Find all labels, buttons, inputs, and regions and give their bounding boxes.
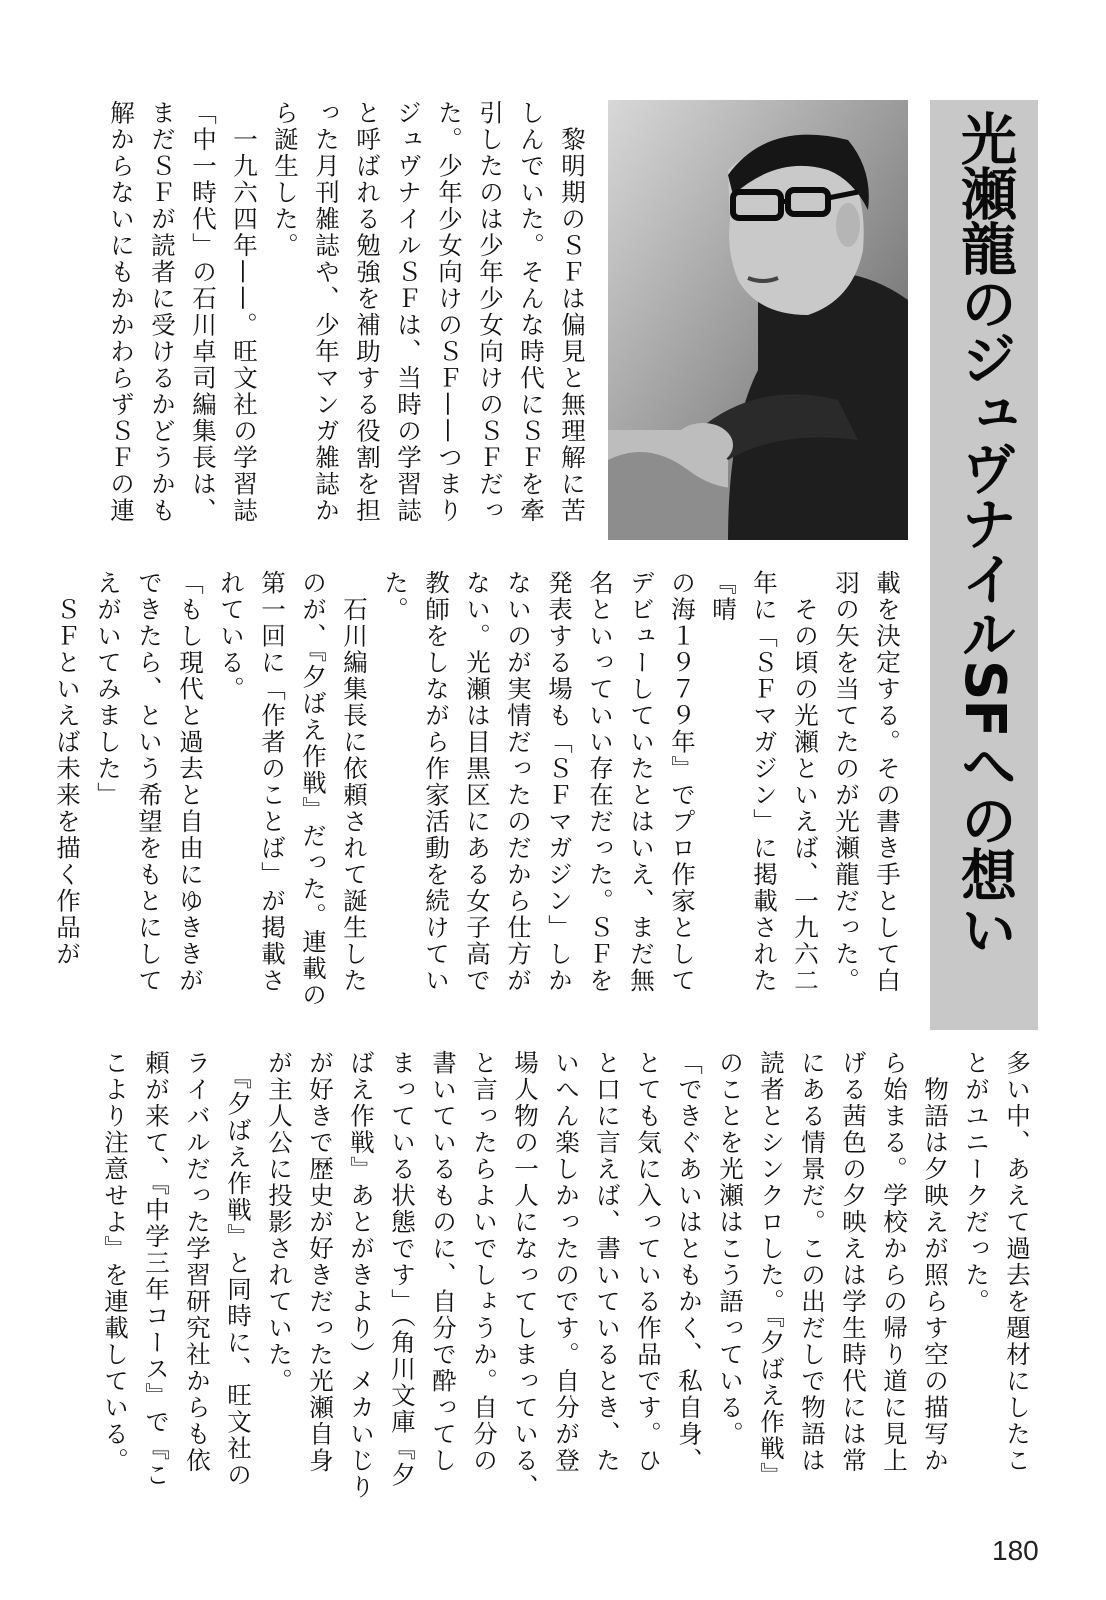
text-column: が好きで歴史が好きだった光瀬自身 xyxy=(306,1050,335,1474)
text-column: いへん楽しかったのです。自分が登 xyxy=(552,1050,581,1474)
text-column: った月刊雑誌や、少年マンガ雑誌か xyxy=(312,100,341,524)
text-column: 読者とシンクロした。『夕ばえ作戦』 xyxy=(757,1050,786,1489)
text-column: た。 xyxy=(381,570,410,623)
text-column: れている。 xyxy=(217,570,246,703)
text-column: ら誕生した。 xyxy=(271,100,300,259)
body-text-columns-bottom xyxy=(95,1050,1038,1510)
text-column: 解からないにもかかわらずＳＦの連 xyxy=(107,100,136,524)
text-column: 発表する場も「ＳＦマガジン」しか xyxy=(545,570,574,994)
author-portrait-photo xyxy=(608,100,908,540)
text-block-middle xyxy=(53,570,908,1030)
text-column: ＳＦといえば未来を描く作品が xyxy=(53,570,82,968)
text-block-bottom xyxy=(100,1050,1038,1510)
text-column: 物語は夕映えが照らす空の描写か xyxy=(921,1050,950,1474)
text-column: ら始まる。学校からの帰り道に見上 xyxy=(880,1050,909,1474)
text-column: ない。光瀬は目黒区にある女子高で xyxy=(463,570,492,994)
text-column: こより注意せよ』を連載している。 xyxy=(101,1050,130,1474)
text-column: 「もし現代と過去と自由にゆききが xyxy=(176,570,205,994)
text-column: た。少年少女向けのＳＦ——つまり xyxy=(435,100,464,524)
text-column: 黎明期のＳＦは偏見と無理解に苦 xyxy=(558,100,587,524)
page-number: 180 xyxy=(992,1535,1039,1566)
body-text-columns-middle xyxy=(47,570,908,1030)
text-column: しんでいた。そんな時代にＳＦを牽 xyxy=(517,100,546,524)
text-column: デビューしていたとはいえ、まだ無 xyxy=(627,570,656,994)
text-column: と言ったらよいでしょうか。自分の xyxy=(470,1050,499,1474)
text-column: 書いているものに、自分で酔ってし xyxy=(429,1050,458,1474)
text-column: 羽の矢を当てたのが光瀬龍だった。 xyxy=(832,570,861,994)
body-text-columns-top xyxy=(101,100,593,540)
article-title: 光瀬龍のジュヴナイルSFへの想い xyxy=(952,110,1017,957)
text-block-top xyxy=(105,100,593,540)
text-column: 石川編集長に依頼されて誕生した xyxy=(340,570,369,994)
text-column: ないのが実情だったのだから仕方が xyxy=(504,570,533,994)
text-column: と口に言えば、書いているとき、た xyxy=(593,1050,622,1474)
text-column: 『夕ばえ作戦』と同時に、旺文社の xyxy=(224,1050,253,1489)
text-column: まっている状態です」（角川文庫『夕 xyxy=(388,1050,417,1489)
text-column: 第一回に「作者のことば」が掲載さ xyxy=(258,570,287,994)
text-column: 教師をしながら作家活動を続けてい xyxy=(422,570,451,994)
text-column: まだＳＦが読者に受けるかどうかも xyxy=(148,100,177,524)
text-column: 頼が来て、『中学三年コース』で『こ xyxy=(142,1050,171,1489)
text-column: 名といっていい存在だった。ＳＦを xyxy=(586,570,615,994)
text-column: とがユニークだった。 xyxy=(962,1050,991,1315)
text-column: できたら、という希望をもとにして xyxy=(135,570,164,994)
text-column: ジュヴナイルＳＦは、当時の学習誌 xyxy=(394,100,423,524)
text-column: 場人物の一人になってしまっている、 xyxy=(511,1050,540,1501)
text-column: のが、『夕ばえ作戦』だった。連載の xyxy=(299,570,328,1009)
text-column: が主人公に投影されていた。 xyxy=(265,1050,294,1395)
text-column: えがいてみました」 xyxy=(94,570,123,809)
text-column: と呼ばれる勉強を補助する役割を担 xyxy=(353,100,382,524)
text-column: 載を決定する。その書き手として白 xyxy=(873,570,902,994)
portrait-image xyxy=(608,100,908,540)
text-column: 多い中、あえて過去を題材にしたこ xyxy=(1003,1050,1032,1474)
text-column: 一九六四年——。旺文社の学習誌 xyxy=(230,100,259,524)
text-column: 「中一時代」の石川卓司編集長は、 xyxy=(189,100,218,524)
text-column: のことを光瀬はこう語っている。 xyxy=(716,1050,745,1448)
text-column: にある情景だ。この出だしで物語は xyxy=(798,1050,827,1474)
text-column: の海１９７９年』でプロ作家として xyxy=(668,570,697,994)
text-column: ばえ作戦』あとがきより）メカいじり xyxy=(347,1050,376,1501)
text-column: その頃の光瀬といえば、一九六二 xyxy=(791,570,820,994)
text-column: ライバルだった学習研究社からも依 xyxy=(183,1050,212,1474)
text-column: 「できぐあいはともかく、私自身、 xyxy=(675,1050,704,1474)
text-column: とても気に入っている作品です。ひ xyxy=(634,1050,663,1474)
text-column: 年に「ＳＦマガジン」に掲載された『晴 xyxy=(709,570,779,994)
text-column: げる茜色の夕映えは学生時代には常 xyxy=(839,1050,868,1474)
text-column: 引したのは少年少女向けのＳＦだっ xyxy=(476,100,505,524)
